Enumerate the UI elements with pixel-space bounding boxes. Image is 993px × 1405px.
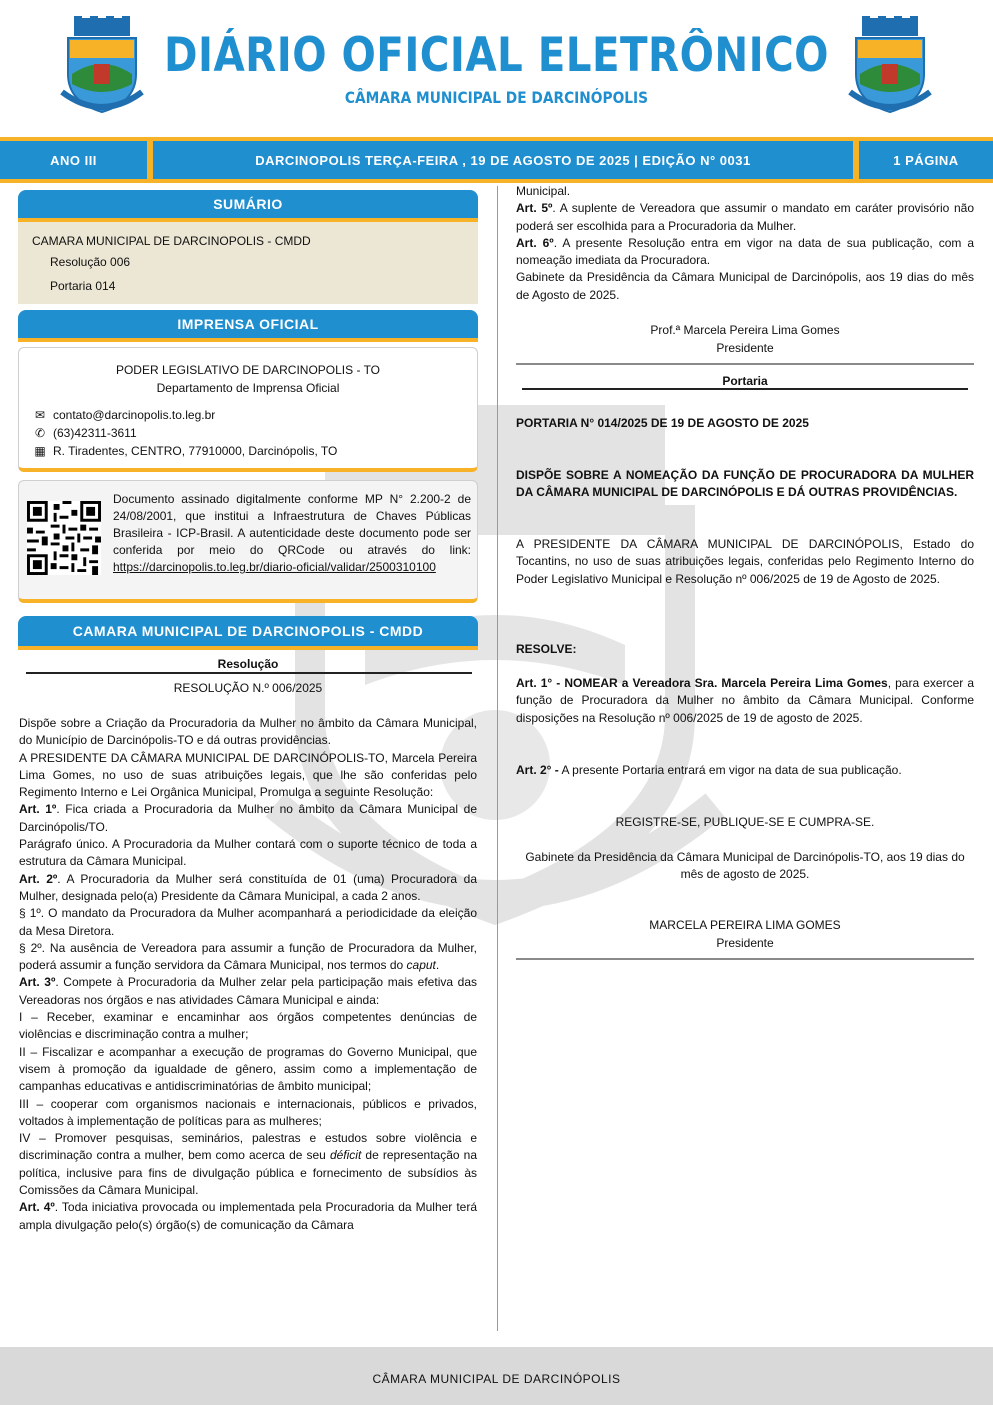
contact-email[interactable]: contato@darcinopolis.to.leg.br xyxy=(53,407,216,422)
portaria-art2 xyxy=(516,762,974,779)
art4-text: . Toda iniciativa provocada ou implementada pela Procuradoria da Mulher terá ampla divulgação pelo(s) órgão(s) de comunicação da Câmara xyxy=(19,1200,477,1232)
art3-label: Art. 3º xyxy=(19,975,56,990)
art1-label: Art. 1º xyxy=(19,802,57,817)
resolucao-act-type: Resolução xyxy=(217,657,279,671)
portaria-title: PORTARIA N° 014/2025 DE 19 DE AGOSTO DE 2025 xyxy=(516,416,809,430)
paragrafo-2-caput: caput xyxy=(406,958,436,973)
art2-text: . A Procuradoria da Mulher será constituída de 01 (uma) Procuradora da Mulher, designada pelo(a) Presidente da Câmara Municipal, a cada 2 anos. xyxy=(19,871,477,903)
rule xyxy=(522,388,968,390)
imprensa-org: PODER LEGISLATIVO DE DARCINOPOLIS - TO xyxy=(115,363,381,377)
sumario-heading: SUMÁRIO xyxy=(18,190,478,222)
portaria-preamble: A PRESIDENTE DA CÂMARA MUNICIPAL DE DARCINÓPOLIS, Estado do Tocantins, no uso de suas atribuições legais, conferidas pelo Regimento Interno do Poder Legislativo Municipal e Resolução nº 006/2025 de 19 de Agosto de 2025. xyxy=(516,537,974,586)
validation-link[interactable]: https://darcinopolis.to.leg.br/diario-oficial/validar/2500310100 xyxy=(113,560,436,574)
imprensa-heading: IMPRENSA OFICIAL xyxy=(18,310,478,342)
resolucao-signer: Prof.ª Marcela Pereira Lima Gomes xyxy=(650,323,840,337)
building-icon: ▦ xyxy=(34,443,46,458)
art6-label: Art. 6º xyxy=(516,235,554,250)
art4-continuation: Municipal. xyxy=(516,184,571,198)
imprensa-dept: Departamento de Imprensa Oficial xyxy=(156,381,340,395)
resolucao-closing: Gabinete da Presidência da Câmara Municipal de Darcinópolis, aos 19 dias do mês de Agosto de 2025. xyxy=(516,270,974,302)
resolucao-title: RESOLUÇÃO N.º 006/2025 xyxy=(173,681,323,695)
portaria-signer: MARCELA PEREIRA LIMA GOMES xyxy=(649,918,841,932)
signature-note-text: Documento assinado digitalmente conforme MP N° 2.200-2 de 24/08/2001, que institui a Infraestrutura de Chaves Públicas Brasileira - ICP-Brasil. A autenticidade deste documento pode ser conferida por meio do QRCode ou através do link: xyxy=(113,492,471,557)
art2-label: Art. 2º xyxy=(19,871,58,886)
edition-year: ANO III xyxy=(0,141,147,179)
portaria-art1 xyxy=(516,675,974,727)
paragrafo-1: § 1º. O mandato da Procuradora da Mulher acompanhará a periodicidade da eleição da Mesa Diretora. xyxy=(19,906,477,938)
paragrafo-unico: Parágrafo único. A Procuradoria da Mulher contará com o suporte técnico de toda a estrutura da Câmara Municipal. xyxy=(19,837,477,869)
sumario-panel xyxy=(18,222,478,304)
qrcode-icon[interactable] xyxy=(27,501,101,575)
sumario-org: CAMARA MUNICIPAL DE DARCINOPOLIS - CMDD xyxy=(32,234,311,248)
portaria-art2-text: A presente Portaria entrará em vigor na data de sua publicação. xyxy=(558,763,902,777)
inciso-2: II – Fiscalizar e acompanhar a execução de programas do Governo Municipal, que visem à promoção da igualdade de gênero, assim como a implementação de campanhas educativas e antidiscriminatórias de âmbito municipal; xyxy=(19,1044,477,1094)
portaria-closing: Gabinete da Presidência da Câmara Municipal de Darcinópolis-TO, aos 19 dias do mês de agosto de 2025. xyxy=(525,850,965,881)
inciso-4-start: IV – Promover pesquisas, seminários, palestras e estudos sobre violência e discriminação contra a mulher, bem como acerca de seu xyxy=(19,1131,477,1163)
portaria-resolve: RESOLVE: xyxy=(516,642,577,656)
resolucao-preamble: A PRESIDENTE DA CÂMARA MUNICIPAL DE DARCINÓPOLIS-TO, Marcela Pereira Lima Gomes, no uso de suas atribuições legais, que lhe são conferidas pelo Regimento Interno e Lei Orgânica Municipal, Promulga a seguinte Resolução: xyxy=(19,750,477,800)
imprensa-panel xyxy=(18,347,478,472)
portaria-signer-role: Presidente xyxy=(716,936,774,950)
art3-text: . Compete à Procuradoria da Mulher zelar pela participação mais efetiva das Vereadoras nos órgãos e nas atividades Câmara Municipal e ainda: xyxy=(19,975,477,1007)
portaria-art2-bold: Art. 2° - xyxy=(516,763,559,777)
inciso-3: III – cooperar com organismos nacionais e internacionais, públicos e privados, voltados à implementação de políticas para as mulheres; xyxy=(19,1096,477,1128)
portaria-art1-bold: Art. 1° - NOMEAR a Vereadora Sra. Marcela Pereira Lima Gomes xyxy=(516,676,888,690)
art5-text: . A suplente de Vereadora que assumir o mandato em caráter provisório não poderá ser escolhida para a Procuradoria da Mulher. xyxy=(516,201,975,233)
inciso-4-deficit: déficit xyxy=(329,1148,362,1163)
sumario-item-resolucao[interactable]: Resolução 006 xyxy=(50,255,131,269)
edition-pages: 1 PÁGINA xyxy=(859,141,993,179)
portaria-act-type: Portaria xyxy=(722,374,768,388)
portaria-ementa: DISPÕE SOBRE A NOMEAÇÃO DA FUNÇÃO DE PROCURADORA DA MULHER DA CÂMARA MUNICIPAL DE DARCINÓPOLIS E DÁ OUTRAS PROVIDÊNCIAS. xyxy=(516,468,974,500)
section-heading: CAMARA MUNICIPAL DE DARCINOPOLIS - CMDD xyxy=(18,616,478,650)
rule xyxy=(516,363,974,365)
envelope-icon: ✉ xyxy=(34,407,46,422)
resolucao-continuation xyxy=(516,183,974,304)
resolucao-body xyxy=(19,715,477,1234)
rule xyxy=(516,958,974,960)
art4-label: Art. 4º xyxy=(19,1200,55,1215)
paragrafo-2-end: . xyxy=(435,958,440,973)
masthead-subtitle: CÂMARA MUNICIPAL DE DARCINÓPOLIS xyxy=(344,88,649,107)
inciso-4-end: de representação na política, inclusive para fins de divulgação pública e fornecimento de subsídios às Comissões da Câmara Municipal. xyxy=(19,1148,477,1198)
contact-address: R. Tiradentes, CENTRO, 77910000, Darcinópolis, TO xyxy=(53,443,338,458)
art6-text: . A presente Resolução entra em vigor na data de sua publicação, com a nomeação imediata da Procuradora. xyxy=(516,235,974,268)
rule xyxy=(26,672,472,674)
edition-date: DARCINOPOLIS TERÇA-FEIRA , 19 DE AGOSTO DE 2025 | EDIÇÃO N° 0031 xyxy=(153,141,853,179)
column-divider xyxy=(497,186,498,1331)
portaria-art1-text: , para exercer a função de Procuradora da Mulher no âmbito da Câmara Municipal. Conforme disposições na Resolução nº 006/2025 de 19 de agosto de 2025. xyxy=(516,676,974,725)
footer-text: CÂMARA MUNICIPAL DE DARCINÓPOLIS xyxy=(372,1372,621,1386)
art5-label: Art. 5º xyxy=(516,201,553,216)
contact-phone: (63)42311-3611 xyxy=(53,425,137,440)
phone-icon: ✆ xyxy=(34,425,46,440)
signature-panel xyxy=(18,480,478,603)
paragrafo-2-start: § 2º. Na ausência de Vereadora para assumir a função de Procuradora da Mulher, poderá assumir a função servidora da Câmara Municipal, nos termos do xyxy=(19,940,477,973)
sumario-item-portaria[interactable]: Portaria 014 xyxy=(50,279,116,293)
inciso-1: I – Receber, examinar e encaminhar aos órgãos competentes denúncias de violências e discriminação contra a mulher; xyxy=(19,1010,477,1042)
resolucao-signer-role: Presidente xyxy=(716,341,774,355)
portaria-registre: REGISTRE-SE, PUBLIQUE-SE E CUMPRA-SE. xyxy=(615,815,875,829)
art1-text: . Fica criada a Procuradoria da Mulher no âmbito da Câmara Municipal de Darcinópolis/TO. xyxy=(19,802,477,834)
masthead-title: DIÁRIO OFICIAL ELETRÔNICO xyxy=(164,28,829,83)
resolucao-ementa: Dispõe sobre a Criação da Procuradoria da Mulher no âmbito da Câmara Municipal, do Município de Darcinópolis-TO e dá outras providências. xyxy=(19,716,477,748)
